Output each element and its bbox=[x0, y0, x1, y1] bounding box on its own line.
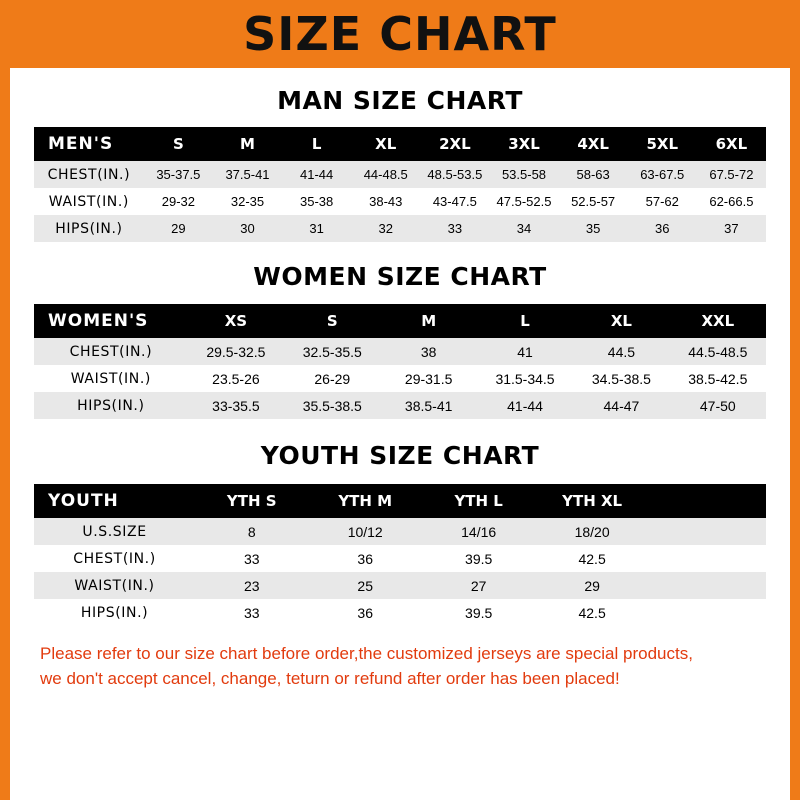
men-row-chest-label: CHEST(IN.) bbox=[47, 166, 131, 183]
table-header-row bbox=[34, 484, 766, 518]
youth-waist-blank bbox=[649, 572, 766, 599]
women-hips-xl: 44-47 bbox=[603, 397, 640, 414]
page-title: SIZE CHART bbox=[243, 7, 557, 61]
youth-header-l: YTH L bbox=[454, 492, 503, 510]
men-header-3xl: 3XL bbox=[508, 135, 540, 153]
youth-row-ussize-label: U.S.SIZE bbox=[82, 523, 147, 540]
men-hips-6xl: 37 bbox=[724, 221, 739, 236]
men-chest-s: 35-37.5 bbox=[156, 167, 201, 182]
men-hips-s: 29 bbox=[171, 221, 186, 236]
men-hips-5xl: 36 bbox=[655, 221, 670, 236]
women-row-chest-label: CHEST(IN.) bbox=[69, 343, 153, 360]
table-header-row bbox=[34, 127, 766, 161]
women-chest-m: 38 bbox=[420, 343, 437, 360]
youth-section-title: YOUTH SIZE CHART bbox=[260, 441, 540, 470]
men-header-label: MEN'S bbox=[48, 134, 114, 154]
women-waist-m: 29-31.5 bbox=[404, 370, 453, 387]
men-header-4xl: 4XL bbox=[577, 135, 609, 153]
table-row bbox=[34, 161, 766, 188]
youth-chest-blank bbox=[649, 545, 766, 572]
men-waist-3xl: 47.5-52.5 bbox=[496, 194, 552, 209]
youth-header-label: YOUTH bbox=[48, 491, 119, 511]
men-chest-4xl: 58-63 bbox=[576, 167, 610, 182]
youth-waist-s: 23 bbox=[243, 577, 260, 594]
youth-ussize-xl: 18/20 bbox=[574, 523, 610, 540]
youth-waist-l: 27 bbox=[470, 577, 487, 594]
men-waist-5xl: 57-62 bbox=[645, 194, 679, 209]
men-header-m: M bbox=[240, 135, 255, 153]
men-waist-xl: 38-43 bbox=[369, 194, 403, 209]
youth-hips-blank bbox=[649, 599, 766, 626]
women-row-hips-label: HIPS(IN.) bbox=[77, 397, 145, 414]
men-header-2xl: 2XL bbox=[439, 135, 471, 153]
men-hips-2xl: 33 bbox=[447, 221, 463, 236]
men-waist-6xl: 62-66.5 bbox=[709, 194, 754, 209]
men-size-table bbox=[34, 127, 766, 242]
women-waist-xxl: 38.5-42.5 bbox=[688, 370, 748, 387]
men-header-6xl: 6XL bbox=[715, 135, 748, 153]
women-header-l: L bbox=[520, 312, 530, 330]
youth-chest-s: 33 bbox=[243, 550, 260, 567]
table-row bbox=[34, 599, 766, 626]
women-header-xs: XS bbox=[224, 312, 248, 330]
table-row bbox=[34, 545, 766, 572]
men-hips-4xl: 35 bbox=[585, 221, 601, 236]
women-chest-xs: 29.5-32.5 bbox=[206, 343, 266, 360]
table-row bbox=[34, 338, 766, 365]
youth-hips-l: 39.5 bbox=[465, 604, 493, 621]
men-header-l: L bbox=[311, 135, 322, 153]
women-hips-xxl: 47-50 bbox=[699, 397, 736, 414]
men-chest-m: 37.5-41 bbox=[225, 167, 270, 182]
women-header-s: S bbox=[326, 312, 338, 330]
men-waist-s: 29-32 bbox=[161, 194, 195, 209]
women-chest-l: 41 bbox=[517, 343, 533, 360]
women-row-waist-label: WAIST(IN.) bbox=[70, 370, 151, 387]
youth-chest-l: 39.5 bbox=[465, 550, 493, 567]
youth-size-table bbox=[34, 484, 766, 626]
women-header-m: M bbox=[421, 312, 437, 330]
youth-row-chest-label: CHEST(IN.) bbox=[73, 550, 156, 567]
youth-hips-xl: 42.5 bbox=[578, 604, 606, 621]
banner bbox=[0, 0, 800, 68]
men-hips-xl: 32 bbox=[378, 221, 393, 236]
women-waist-xs: 23.5-26 bbox=[212, 370, 260, 387]
women-hips-m: 38.5-41 bbox=[404, 397, 453, 414]
women-hips-xs: 33-35.5 bbox=[212, 397, 260, 414]
men-waist-2xl: 43-47.5 bbox=[432, 194, 477, 209]
men-hips-l: 31 bbox=[309, 221, 324, 236]
women-hips-s: 35.5-38.5 bbox=[302, 397, 362, 414]
youth-hips-m: 36 bbox=[357, 604, 373, 621]
women-waist-s: 26-29 bbox=[314, 370, 351, 387]
youth-header-s: YTH S bbox=[226, 492, 277, 510]
men-chest-l: 41-44 bbox=[299, 167, 334, 182]
men-header-s: S bbox=[172, 135, 184, 153]
youth-row-waist-label: WAIST(IN.) bbox=[74, 577, 155, 594]
men-waist-l: 35-38 bbox=[299, 194, 334, 209]
disclaimer-note bbox=[34, 642, 766, 691]
women-hips-l: 41-44 bbox=[507, 397, 543, 414]
women-waist-l: 31.5-34.5 bbox=[495, 370, 555, 387]
disclaimer-line-2: we don't accept cancel, change, teturn or refund after order has been placed! bbox=[40, 668, 620, 688]
youth-waist-m: 25 bbox=[357, 577, 373, 594]
men-chest-2xl: 48.5-53.5 bbox=[427, 167, 483, 182]
men-waist-4xl: 52.5-57 bbox=[571, 194, 616, 209]
youth-header-xl: YTH XL bbox=[562, 492, 623, 510]
youth-ussize-s: 8 bbox=[247, 523, 256, 540]
table-row bbox=[34, 188, 766, 215]
youth-ussize-blank bbox=[649, 518, 766, 545]
youth-waist-xl: 29 bbox=[584, 577, 600, 594]
men-waist-m: 32-35 bbox=[230, 194, 265, 209]
men-chest-5xl: 63-67.5 bbox=[640, 167, 685, 182]
table-row bbox=[34, 365, 766, 392]
men-chest-3xl: 53.5-58 bbox=[501, 167, 547, 182]
women-size-table bbox=[34, 304, 766, 419]
content bbox=[10, 86, 790, 691]
table-header-row bbox=[34, 304, 766, 338]
table-row bbox=[34, 392, 766, 419]
women-chest-xl: 44.5 bbox=[607, 343, 636, 360]
table-row bbox=[34, 215, 766, 242]
women-chest-s: 32.5-35.5 bbox=[302, 343, 362, 360]
men-header-5xl: 5XL bbox=[646, 135, 679, 153]
youth-header-blank bbox=[649, 484, 766, 518]
women-header-xxl: XXL bbox=[701, 312, 735, 330]
disclaimer-line-1: Please refer to our size chart before order,the customized jerseys are special products, bbox=[40, 644, 693, 663]
women-section-title: WOMEN SIZE CHART bbox=[253, 262, 547, 291]
men-chest-xl: 44-48.5 bbox=[363, 167, 408, 182]
men-chest-6xl: 67.5-72 bbox=[709, 167, 754, 182]
table-row bbox=[34, 518, 766, 545]
women-waist-xl: 34.5-38.5 bbox=[591, 370, 651, 387]
youth-chest-xl: 42.5 bbox=[578, 550, 606, 567]
men-section-title: MAN SIZE CHART bbox=[277, 86, 523, 115]
youth-ussize-m: 10/12 bbox=[347, 523, 383, 540]
women-header-xl: XL bbox=[610, 312, 632, 330]
women-chest-xxl: 44.5-48.5 bbox=[688, 343, 748, 360]
youth-header-m: YTH M bbox=[338, 492, 393, 510]
men-hips-3xl: 34 bbox=[516, 221, 532, 236]
table-row bbox=[34, 572, 766, 599]
men-row-hips-label: HIPS(IN.) bbox=[55, 220, 123, 237]
youth-ussize-l: 14/16 bbox=[461, 523, 497, 540]
youth-chest-m: 36 bbox=[357, 550, 373, 567]
men-hips-m: 30 bbox=[240, 221, 255, 236]
women-header-label: WOMEN'S bbox=[48, 311, 149, 331]
youth-hips-s: 33 bbox=[243, 604, 260, 621]
youth-row-hips-label: HIPS(IN.) bbox=[80, 604, 149, 621]
men-header-xl: XL bbox=[375, 135, 397, 153]
men-row-waist-label: WAIST(IN.) bbox=[48, 193, 129, 210]
